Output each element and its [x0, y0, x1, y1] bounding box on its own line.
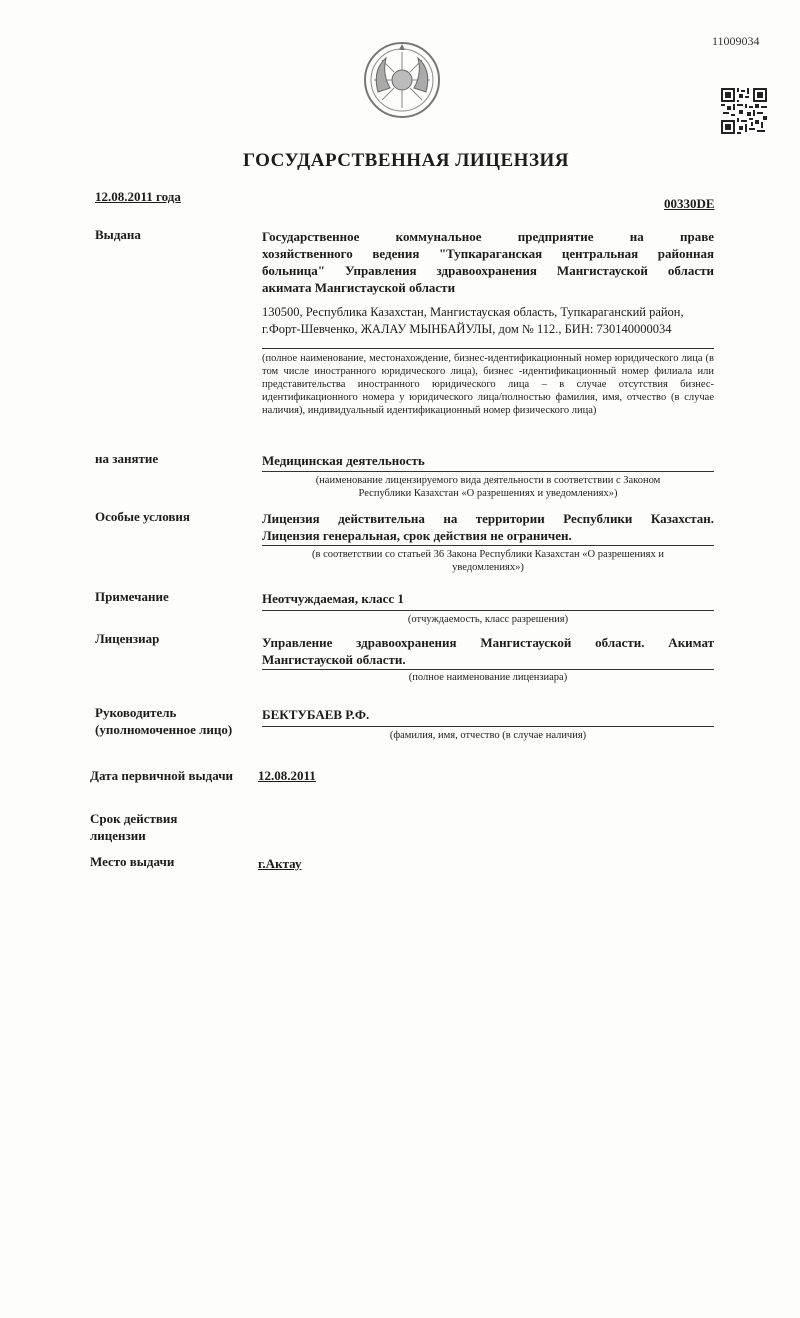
- licensor-note: (полное наименование лицензиара): [408, 672, 568, 683]
- issued-to-address-line-1: 130500, Республика Казахстан, Мангистауская область, Тупкараганский район,: [262, 305, 684, 319]
- remark-underline: [262, 610, 714, 611]
- activity-note-line-2: Республики Казахстан «О разрешениях и уведомлениях»): [358, 488, 618, 499]
- license-number: 00330DE: [664, 196, 715, 211]
- issued-to-underline: [262, 348, 714, 349]
- licensor-line-1: Управление здравоохранения Мангистауской области. Акимат: [262, 635, 714, 650]
- conditions-label: Особые условия: [95, 509, 190, 524]
- activity-underline: [262, 471, 714, 472]
- conditions-line-1: Лицензия действительна на территории Республики Казахстан.: [262, 511, 714, 526]
- first-issue-label: Дата первичной выдачи: [90, 768, 234, 783]
- head-underline: [262, 726, 714, 727]
- issued-to-note: (полное наименование, местонахождение, бизнес-идентификационный номер юридического лица (в том числе иностранного юридического лица), бизнес -идентификационный номер филиала или представительства иностранного юридического лица – в случае отсутствия бизнес-идентификационного номера у юридического лица/полностью фамилия, имя, отчество (в случае наличия), индивидуальный идентификационный номер физического лица): [262, 353, 714, 416]
- first-issue-value: 12.08.2011: [258, 768, 316, 783]
- head-note: (фамилия, имя, отчество (в случае наличия): [389, 730, 587, 741]
- issued-to-name-line-4: акимата Мангистауской области: [262, 280, 456, 295]
- place-value: г.Актау: [258, 856, 302, 871]
- issued-to-name-line-3: больница" Управления здравоохранения Мангистауской области: [262, 263, 714, 278]
- activity-label: на занятие: [95, 451, 159, 466]
- conditions-underline: [262, 545, 714, 546]
- head-value: БЕКТУБАЕВ Р.Ф.: [262, 707, 370, 722]
- validity-label-line-2: лицензии: [90, 828, 146, 843]
- activity-value: Медицинская деятельность: [262, 453, 425, 468]
- document-number: 11009034: [712, 34, 760, 48]
- validity-label-line-1: Срок действия: [90, 811, 178, 826]
- licensor-label: Лицензиар: [95, 631, 160, 646]
- conditions-line-2: Лицензия генеральная, срок действия не ограничен.: [262, 528, 572, 543]
- head-label-line-1: Руководитель: [95, 705, 177, 720]
- issued-to-address-line-2: г.Форт-Шевченко, ЖАЛАУ МЫНБАЙУЛЫ, дом № 112., БИН: 730140000034: [262, 322, 672, 336]
- issue-date: 12.08.2011 года: [95, 189, 181, 204]
- remark-label: Примечание: [95, 589, 169, 604]
- issued-to-name-line-1: Государственное коммунальное предприятие на праве: [262, 229, 714, 244]
- kazakhstan-state-emblem-icon: [362, 40, 442, 120]
- qr-code-icon: [721, 88, 767, 134]
- conditions-note-line-2: уведомлениях»): [452, 562, 524, 573]
- licensor-underline: [262, 669, 714, 670]
- licensor-line-2: Мангистауской области.: [262, 652, 406, 667]
- page-title: ГОСУДАРСТВЕННАЯ ЛИЦЕНЗИЯ: [243, 150, 569, 171]
- remark-value: Неотчуждаемая, класс 1: [262, 591, 404, 606]
- remark-note: (отчуждаемость, класс разрешения): [407, 614, 569, 625]
- issued-to-name-line-2: хозяйственного ведения "Тупкараганская центральная районная: [262, 246, 714, 261]
- activity-note-line-1: (наименование лицензируемого вида деятельности в соответствии с Законом: [315, 475, 661, 486]
- conditions-note-line-1: (в соответствии со статьей 36 Закона Республики Казахстан «О разрешениях и: [312, 549, 664, 560]
- place-label: Место выдачи: [90, 854, 175, 869]
- head-label-line-2: (уполномоченное лицо): [95, 722, 233, 737]
- issued-to-label: Выдана: [95, 227, 141, 242]
